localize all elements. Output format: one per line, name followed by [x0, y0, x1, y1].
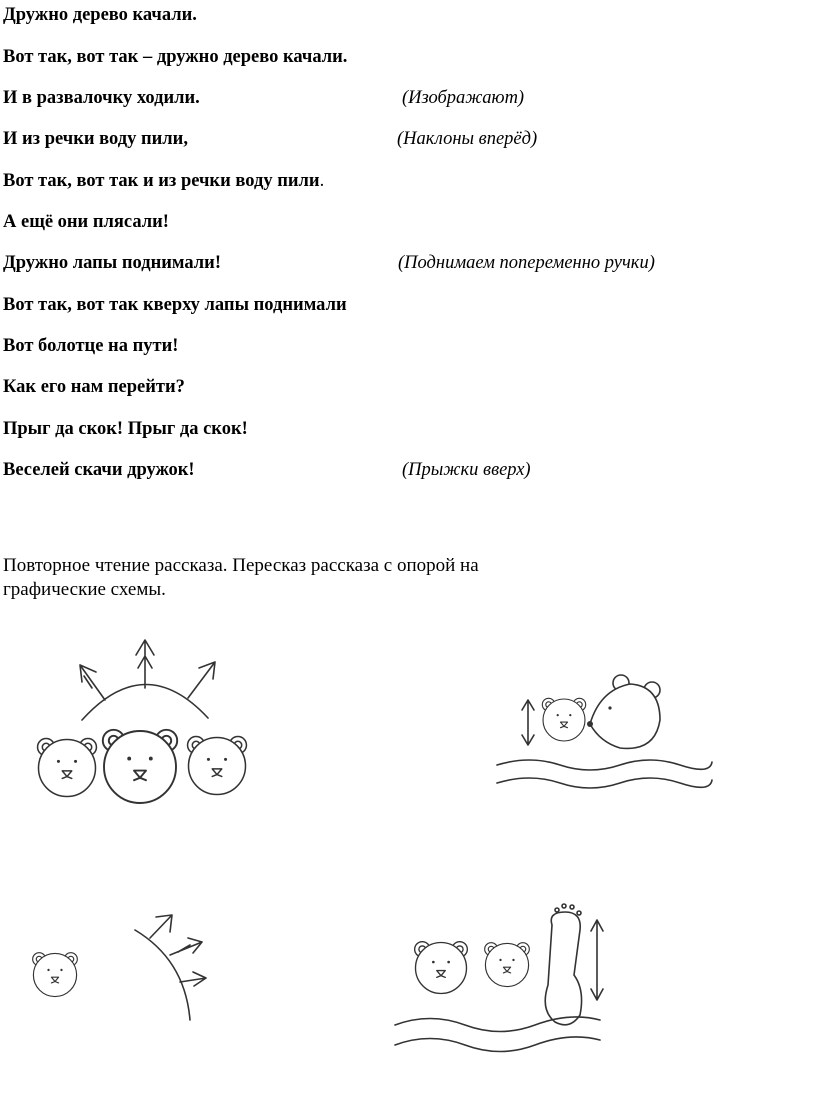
poem-line-2: Вот так, вот так – дружно дерево качали. [3, 47, 348, 67]
arrow-icon [150, 915, 172, 938]
bear-icon [415, 942, 468, 994]
arrow-up-icon [136, 640, 154, 688]
poem-line-10: Как его нам перейти? [3, 377, 185, 397]
arrow-up-right-icon [188, 662, 215, 698]
bear-icon [188, 737, 247, 795]
poem-line-5-text: Вот так, вот так и из речки воду пили [3, 171, 320, 191]
paw-icon [545, 912, 581, 1025]
scheme-bears-jumping [395, 904, 603, 1052]
wave-icon [497, 760, 712, 770]
arrow-vertical-icon [522, 700, 534, 745]
bear-icon [542, 698, 585, 741]
stage-direction-4: (Прыжки вверх) [402, 460, 531, 480]
arrow-icon [170, 938, 202, 955]
scheme-bear-drinking [497, 675, 712, 788]
instruction-line-2: графические схемы. [3, 579, 166, 600]
arrow-vertical-icon [591, 920, 603, 1000]
poem-line-7: Дружно лапы поднимали! [3, 253, 221, 273]
wave-icon [395, 1037, 600, 1052]
poem-line-3: И в развалочку ходили. [3, 88, 200, 108]
arrow-icon [180, 972, 206, 986]
poem-line-4: И из речки воду пили, [3, 129, 188, 149]
wave-icon [497, 778, 712, 788]
arc-line [135, 930, 190, 1020]
poem-line-11: Прыг да скок! Прыг да скок! [3, 419, 248, 439]
scheme-three-bears [38, 640, 247, 803]
poem-line-9: Вот болотце на пути! [3, 336, 179, 356]
instruction-line-1: Повторное чтение рассказа. Пересказ рассказа с опорой на [3, 555, 479, 576]
bear-icon [590, 684, 660, 748]
bear-icon [103, 730, 177, 803]
bear-icon [485, 943, 530, 987]
arc-line [82, 684, 208, 720]
poem-line-1: Дружно дерево качали. [3, 5, 197, 25]
arrow-up-left-icon [80, 665, 105, 700]
bear-icon [33, 953, 78, 997]
stage-direction-3: (Поднимаем попеременно ручки) [398, 253, 655, 273]
bear-icon [38, 739, 97, 797]
poem-line-12: Веселей скачи дружок! [3, 460, 195, 480]
scheme-bear-swaying [33, 915, 206, 1020]
poem-line-5-period: . [319, 171, 325, 191]
poem-line-8: Вот так, вот так кверху лапы поднимали [3, 295, 347, 315]
stage-direction-2: (Наклоны вперёд) [397, 129, 538, 149]
stage-direction-1: (Изображают) [402, 88, 525, 108]
poem-line-6: А ещё они плясали! [3, 212, 169, 232]
